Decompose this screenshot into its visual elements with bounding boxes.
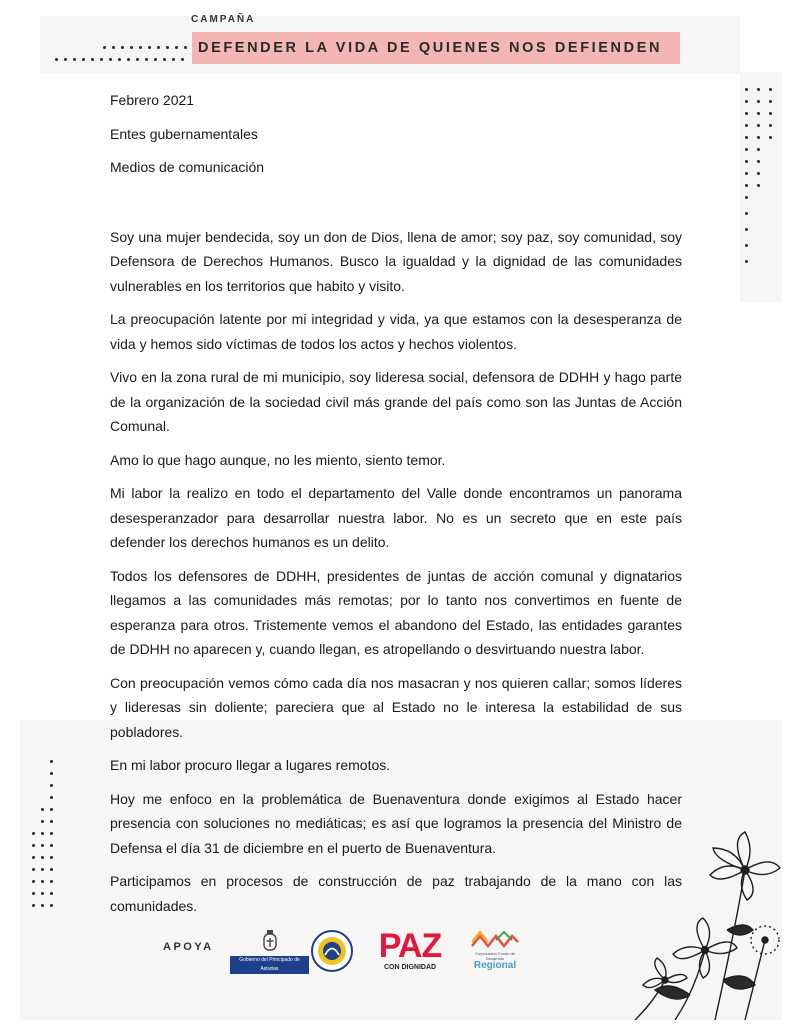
letter-paragraph: Hoy me enfoco en la problemática de Buenaventura donde exigimos al Estado hacer presencia con soluciones no mediáticas; es así que logramos la presencia del Ministro de Defensa el día 31 de diciembre en el puerto de Buenaventura. bbox=[110, 790, 682, 856]
apoya-label: APOYA bbox=[163, 941, 214, 953]
paz-logo-subtitle: CON DIGNIDAD bbox=[383, 964, 437, 971]
letter-paragraph: En mi labor procuro llegar a lugares remotos. bbox=[110, 757, 391, 773]
flowers-illustration-icon bbox=[595, 830, 785, 1020]
regional-logo-zigzag-icon bbox=[470, 930, 520, 950]
gobierno-asturias-logo: Gobierno del Principado de Asturias bbox=[230, 956, 309, 974]
asturias-crest-icon bbox=[259, 930, 281, 954]
letter-paragraph: La preocupación latente por mi integridad y vida, ya que estamos con la desesperanza de vida y hemos sido víctimas de todos los actos y hechos violentos. bbox=[110, 311, 682, 352]
regional-logo-title: Regional bbox=[473, 960, 517, 971]
letter-paragraph: Vivo en la zona rural de mi municipio, soy lideresa social, defensora de DDHH y hago parte de la organización de la sociedad civil más grande del país como son las Juntas de Acción Comunal. bbox=[110, 369, 682, 434]
recipient-line: Entes gubernamentales bbox=[110, 125, 258, 142]
right-side-background bbox=[740, 72, 782, 302]
letter-paragraph: Soy una mujer bendecida, soy un don de Dios, llena de amor; soy paz, soy comunidad, soy Defensora de Derechos Humanos. Busco la igualdad y la dignidad de las comunidades vulnerables en los territorios que habito y visito. bbox=[110, 228, 682, 294]
campaign-label: CAMPAÑA bbox=[191, 14, 256, 25]
letter-body bbox=[110, 90, 682, 927]
letter-paragraph: Todos los defensores de DDHH, presidentes de juntas de acción comunal y dignatarios llegamos a las comunidades más remotas; por lo tanto nos convertimos en fuente de esperanza para otros. Tristemente vemos el abandono del Estado, las entidades garantes de DDHH no aparecen y, cuando llegan, es atropellando o desvirtuando nuestra labor. bbox=[110, 567, 682, 657]
letter-paragraph: Con preocupación vemos cómo cada día nos masacran y nos quieren callar; somos líderes y lideresas sin doliente; pareciera que al Estado no le interesa la estabilidad de sus pobladores. bbox=[110, 674, 682, 740]
letter-paragraph: Amo lo que hago aunque, no les miento, siento temor. bbox=[110, 451, 446, 468]
letter-paragraph: Mi labor la realizo en todo el departamento del Valle donde encontramos un panorama desesperanzador para desarrollar nuestra labor. No es un secreto que en este país defender los derechos humanos es un delito. bbox=[110, 485, 682, 550]
campaign-title-banner: DEFENDER LA VIDA DE QUIENES NOS DEFIENDEN bbox=[192, 32, 680, 64]
regional-logo-caption: Corporación Fondo de Desarrollo bbox=[475, 951, 515, 961]
letter-date: Febrero 2021 bbox=[110, 92, 195, 108]
circular-seal-logo bbox=[311, 930, 353, 972]
recipient-line: Medios de comunicación bbox=[110, 159, 265, 175]
paz-logo-title: PAZ bbox=[378, 927, 442, 965]
letter-paragraph: Participamos en procesos de construcción de paz trabajando de la mano con las comunidades. bbox=[110, 873, 682, 914]
spacer bbox=[110, 191, 682, 225]
